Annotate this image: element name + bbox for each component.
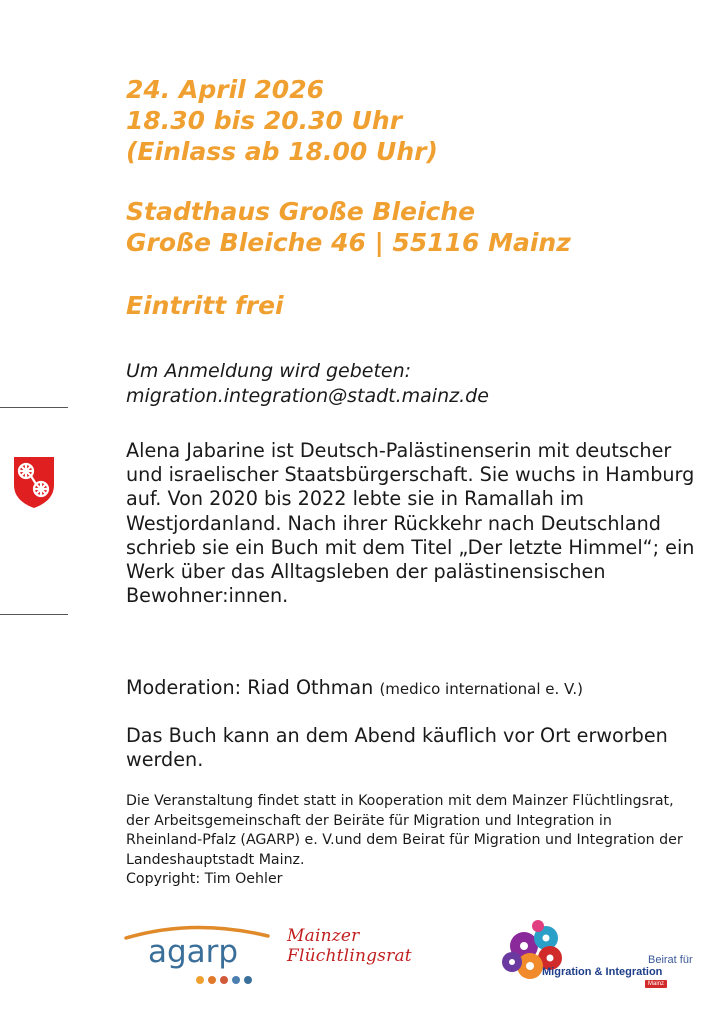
beirat-label-main: Migration & Integration	[542, 966, 663, 978]
event-entry: Eintritt frei	[126, 291, 284, 320]
side-divider-bottom	[0, 614, 68, 615]
registration-email[interactable]: migration.integration@stadt.mainz.de	[126, 385, 489, 407]
agarp-dot	[208, 976, 216, 984]
side-divider-top	[0, 407, 68, 408]
moderation-line	[126, 676, 583, 701]
cooperation-text: Die Veranstaltung findet statt in Kooperation mit dem Mainzer Flüchtlingsrat, der Arbeitsgemeinschaft der Beiräte für Migration und Integration in Rheinland-Pfalz (AGARP) e. V.und dem Beirat für Migration und Integration der Landeshauptstadt Mainz.	[126, 793, 683, 868]
venue-name: Stadthaus Große Bleiche	[126, 197, 476, 226]
fluechtlingsrat-logo	[287, 926, 477, 970]
event-time: 18.30 bis 20.30 Uhr	[126, 106, 403, 135]
beirat-flower-icon	[500, 920, 570, 990]
cooperation-info	[126, 792, 686, 890]
moderation-org: (medico international e. V.)	[379, 680, 583, 698]
event-date: 24. April 2026	[126, 75, 324, 104]
event-date-time	[126, 74, 438, 167]
agarp-dots	[196, 976, 252, 984]
event-admission: (Einlass ab 18.00 Uhr)	[126, 137, 438, 166]
event-venue	[126, 196, 571, 258]
moderation-label: Moderation: Riad Othman	[126, 676, 374, 699]
agarp-dot	[244, 976, 252, 984]
beirat-label-top: Beirat für	[648, 954, 693, 966]
mainz-wheel-crest-icon	[12, 455, 56, 509]
agarp-dot	[220, 976, 228, 984]
beirat-label-city: Mainz	[645, 980, 667, 988]
registration-info	[126, 359, 489, 409]
venue-address: Große Bleiche 46 | 55116 Mainz	[126, 228, 571, 257]
agarp-dot	[196, 976, 204, 984]
fluechtlingsrat-wordmark: Mainzer Flüchtlingsrat	[287, 926, 412, 966]
author-description: Alena Jabarine ist Deutsch-Palästinenserin mit deutscher und israelischer Staatsbürgerschaft. Sie wuchs in Hamburg auf. Von 2020 bis 2022 lebte sie in Ramallah im Westjordanland. Nach ihrer Rückkehr nach Deutschland schrieb sie ein Buch mit dem Titel „Der letzte Himmel“; ein Werk über das Alltagsleben der palästinensischen Bewohner:innen.	[126, 439, 695, 608]
agarp-dot	[232, 976, 240, 984]
agarp-logo	[122, 922, 272, 992]
copyright-text: Copyright: Tim Oehler	[126, 871, 283, 888]
registration-text: Um Anmeldung wird gebeten:	[126, 360, 412, 382]
agarp-wordmark: agarp	[148, 934, 239, 970]
book-sale-note: Das Buch kann an dem Abend käuflich vor Ort erworben werden.	[126, 724, 668, 772]
beirat-logo	[500, 920, 706, 990]
